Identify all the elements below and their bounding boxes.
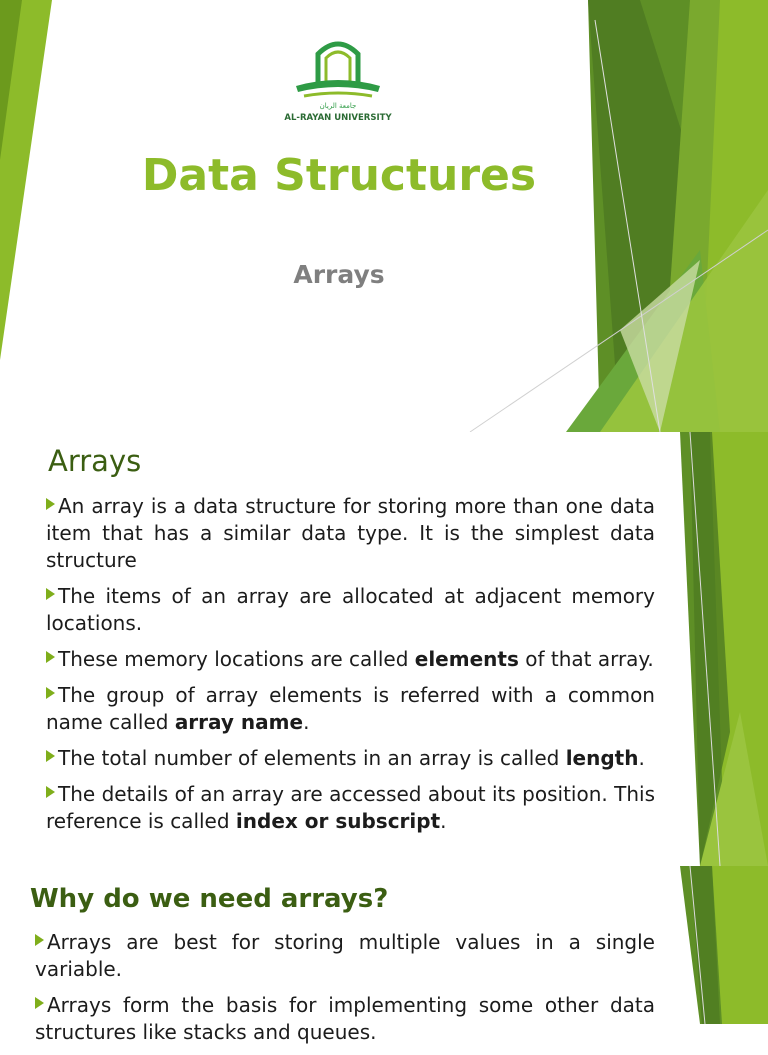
- bullet-item: [46, 646, 655, 673]
- bullet-text: The group of array elements is referred with a common name called: [46, 683, 655, 734]
- bullet-arrow-icon: [46, 651, 55, 663]
- bullet-item: [46, 682, 655, 736]
- bullet-text-tail: .: [440, 809, 447, 833]
- bullet-text: The details of an array are accessed about its position. This reference is called: [46, 782, 655, 833]
- bullet-item: [46, 583, 655, 637]
- bullet-text: These memory locations are called: [58, 647, 415, 671]
- bullet-text: The items of an array are allocated at adjacent memory locations.: [46, 584, 655, 635]
- bullet-item: [46, 745, 655, 772]
- al-rayan-logo-icon: [284, 34, 392, 124]
- bullet-bold-term: index or subscript: [235, 809, 441, 833]
- bullet-list: [35, 929, 655, 1055]
- bullet-bold-term: elements: [414, 647, 519, 671]
- slide-heading: Arrays: [48, 444, 142, 478]
- bullet-text: An array is a data structure for storing more than one data item that has a similar data type. It is the simplest data structure: [46, 494, 655, 572]
- slide-title: Data Structures: [141, 150, 537, 201]
- bullet-arrow-icon: [35, 934, 44, 946]
- bullet-text-tail: of that array.: [518, 647, 654, 671]
- bullet-text-tail: .: [638, 746, 645, 770]
- slide-subtitle: Arrays: [293, 260, 385, 289]
- bullet-arrow-icon: [46, 588, 55, 600]
- why-arrays-slide: [0, 866, 768, 1044]
- bullet-arrow-icon: [46, 786, 55, 798]
- bullet-text: The total number of elements in an array is called: [58, 746, 566, 770]
- slide-heading: Why do we need arrays?: [30, 884, 389, 914]
- bullet-arrow-icon: [46, 750, 55, 762]
- bullet-list: [46, 493, 655, 844]
- bullet-text-tail: .: [303, 710, 310, 734]
- bullet-item: [46, 781, 655, 835]
- bullet-text: Arrays form the basis for implementing some other data structures like stacks and queues.: [35, 993, 655, 1044]
- bullet-bold-term: length: [565, 746, 639, 770]
- bullet-arrow-icon: [35, 997, 44, 1009]
- bullet-arrow-icon: [46, 498, 55, 510]
- bullet-item: [35, 992, 655, 1046]
- bullet-item: [35, 929, 655, 983]
- university-logo: [284, 34, 392, 124]
- bullet-arrow-icon: [46, 687, 55, 699]
- svg-text:جامعة الريان: جامعة الريان: [319, 102, 357, 110]
- bullet-bold-term: array name: [174, 710, 304, 734]
- logo-caption: AL-RAYAN UNIVERSITY: [284, 113, 392, 123]
- bullet-item: [46, 493, 655, 574]
- title-slide: [0, 0, 768, 432]
- arrays-slide: [0, 432, 768, 866]
- bullet-text: Arrays are best for storing multiple values in a single variable.: [35, 930, 655, 981]
